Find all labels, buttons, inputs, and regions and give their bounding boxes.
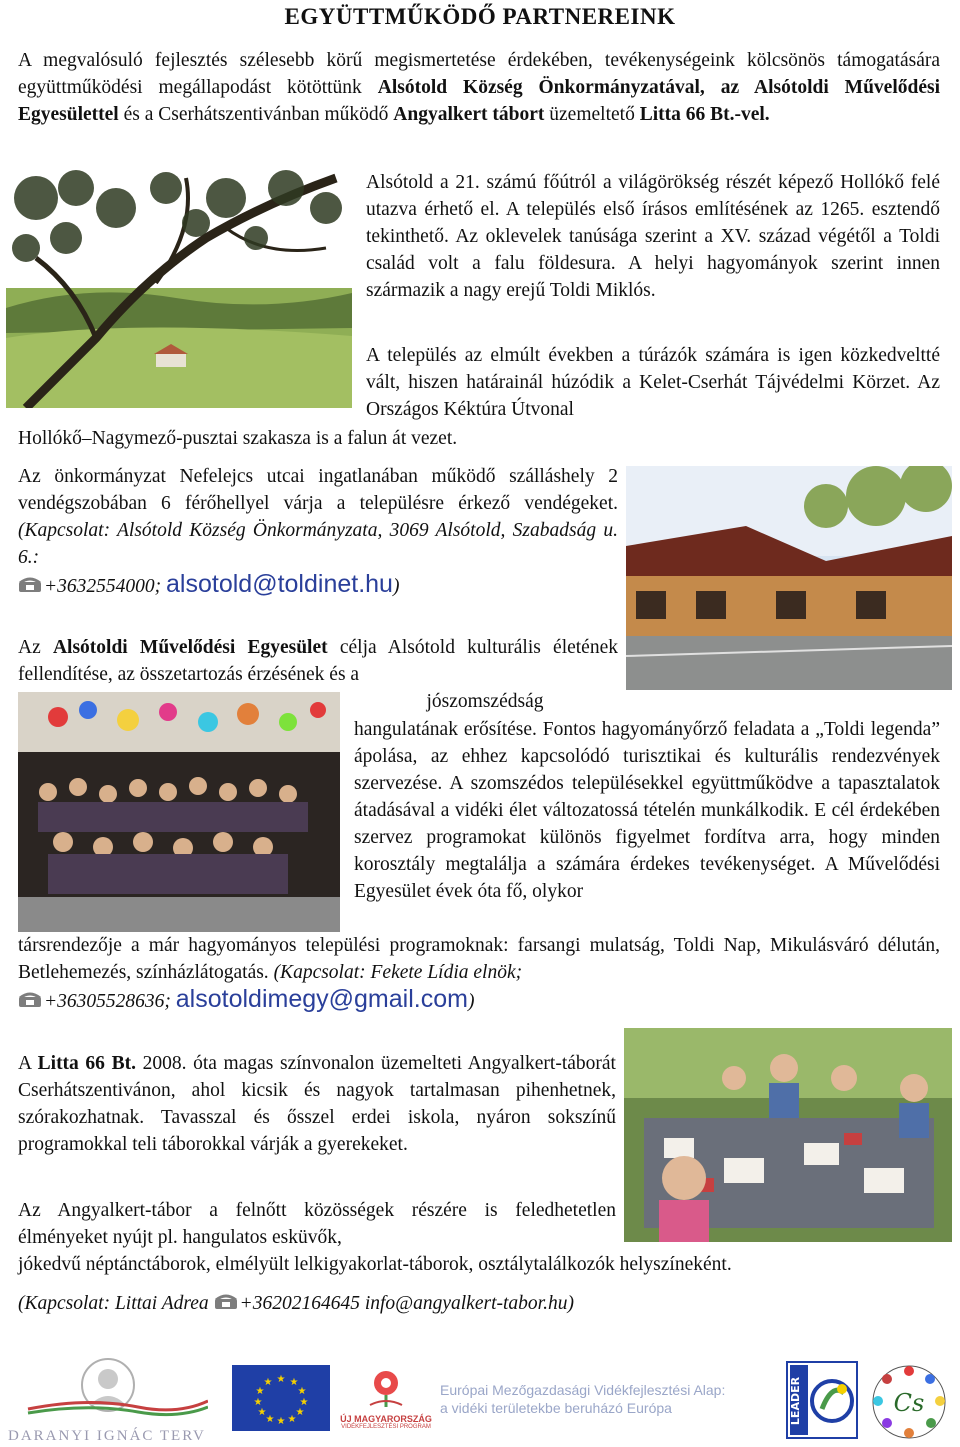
society-centered-word: jószomszédság <box>426 691 544 712</box>
svg-text:★: ★ <box>263 1377 273 1388</box>
svg-text:★: ★ <box>265 1414 275 1425</box>
svg-text:★: ★ <box>297 1386 307 1397</box>
telephone-icon <box>18 577 42 593</box>
telephone-icon <box>18 992 42 1008</box>
svg-text:★: ★ <box>253 1397 263 1408</box>
society-paragraph-3: hangulatának erősítése. Fontos hagyományőrző feladata a „Toldi legenda” ápolása, az ehhez kapcsolódó turisztikai és kulturális rendezvények szervezése. A szomszédos településekkel együttműködve a tapasztalatok átadásával a vidéki élet változatossá tételén munkálkodik. E cél érdekében szervez programokat különös figyelmet fordítva arra, hogy minden korosztály megtalálja a számára érdekes tevékenységet. A Művelődési Egyesület évek óta fő, olykor <box>354 719 940 902</box>
eu-fund-text: Európai Mezőgazdasági Vidékfejlesztési Alap: a vidéki területekbe beruházó Európa <box>440 1382 726 1416</box>
village-paragraph-2-end: Hollókő–Nagymező-pusztai szakasza is a falun át vezet. <box>18 428 458 449</box>
svg-text:★: ★ <box>295 1407 305 1418</box>
society-email-link[interactable]: alsotoldimegy@gmail.com <box>175 985 468 1013</box>
leader-label: LEADER <box>789 1376 802 1426</box>
village-paragraph-2: A település az elmúlt években a túrázók számára is igen közkedveltté vált, hiszen határainál húzódik a Kelet-Cserhát Tájvédelmi Körzet. Az Országos Kéktúra Útvonal <box>366 345 940 420</box>
litta-paragraph-2-end: jókedvű néptánctáborok, elmélyült lelkigyakorlat-táborok, osztálytalálkozók helyszíneként. <box>18 1254 732 1275</box>
svg-text:★: ★ <box>289 1377 299 1388</box>
daranyi-portrait-icon <box>8 1357 208 1417</box>
society-event-photo <box>18 692 340 932</box>
uj-magyarorszag-sublabel: VIDÉKFEJLESZTÉSI PROGRAM <box>341 1424 431 1430</box>
uj-magyarorszag-logo <box>340 1361 432 1445</box>
guesthouse-photo <box>626 466 952 690</box>
svg-text:★: ★ <box>276 1374 286 1385</box>
svg-text:★: ★ <box>255 1386 265 1397</box>
daranyi-label: DARANYI IGNÁC TERV <box>8 1428 206 1444</box>
svg-text:★: ★ <box>276 1416 286 1427</box>
page-title: EGYÜTTMŰKÖDŐ PARTNEREINK <box>284 4 676 29</box>
footer-logo-bar <box>0 1355 960 1447</box>
children-camp-photo <box>624 1028 952 1242</box>
society-paragraph-1: Az Alsótoldi Művelődési Egyesület célja Alsótold kulturális életének fellendítése, az összetartozás érzésének és a <box>18 637 618 685</box>
daranyi-ignac-logo <box>8 1357 208 1445</box>
leader-logo <box>786 1361 858 1439</box>
litta-paragraph-1: A Litta 66 Bt. 2008. óta magas színvonalon üzemelteti Angyalkert-táborát Cserhátszentivánon, ahol kicsik és nagyok tartalmasan pihenhetnek, szórakozhatnak. Tavasszal és ősszel erdei iskola, nyáron sokszínű programokkal teli táborokkal várják a gyerekeket. <box>18 1053 616 1155</box>
village-paragraph-1: Alsótold a 21. számú főútról a világörökség részét képező Hollókő felé utazva érhető el. A település első írásos említésének az 1265. esztendő tekinthető. Az oklevelek tanúsága szerint a XV. század végétől a Toldi család volt a falu földesura. A helyi hagyományok szerint innen származik a nagy erejű Toldi Miklós. <box>366 172 940 301</box>
uj-magyarorszag-label: ÚJ MAGYARORSZÁG <box>340 1414 432 1424</box>
svg-text:★: ★ <box>299 1397 309 1408</box>
litta-contact: (Kapcsolat: Littai Adrea +36202164645 info@angyalkert-tabor.hu) <box>18 1293 574 1314</box>
tree-landscape-photo <box>6 168 352 408</box>
cserhat-label: Cs <box>893 1389 925 1417</box>
litta-paragraph-2: Az Angyalkert-tábor a felnőtt közösségek részére is feledhetetlen élményeket nyújt pl. hangulatos esküvők, <box>18 1200 616 1248</box>
svg-text:★: ★ <box>287 1414 297 1425</box>
eu-flag-logo <box>232 1365 330 1431</box>
telephone-icon <box>214 1294 238 1310</box>
lodging-paragraph: Az önkormányzat Nefelejcs utcai ingatlanában működő szálláshely 2 vendégszobában 6 férőhellyel várja a településre érkező vendégeket. (Kapcsolat: Alsótold Község Önkormányzata, 3069 Alsótold, Szabadság u. 6.: +3632554000; alsotold@toldinet.hu) <box>18 466 618 598</box>
flower-icon <box>340 1361 432 1409</box>
cserhat-logo <box>868 1363 950 1441</box>
svg-text:★: ★ <box>257 1407 267 1418</box>
intro-paragraph: A megvalósuló fejlesztés szélesebb körű megismertetése érdekében, tevékenységeink kölcsönös támogatására együttműködési megállapodást kötöttünk Alsótold Község Önkormányzatával, az Alsótoldi Művelődési Egyesülettel és a Cserhátszentivánban működő Angyalkert tábort üzemeltető Litta 66 Bt.-vel. <box>18 50 941 125</box>
lodging-email-link[interactable]: alsotold@toldinet.hu <box>166 570 393 598</box>
society-paragraph-4: társrendezője a már hagyományos települési programoknak: farsangi mulatság, Toldi Nap, Mikulásváró délután, Betlehemezés, színházlátogatás. (Kapcsolat: Fekete Lídia elnök; +36305528636; alsotoldimegy@gmail.com) <box>18 935 940 1013</box>
